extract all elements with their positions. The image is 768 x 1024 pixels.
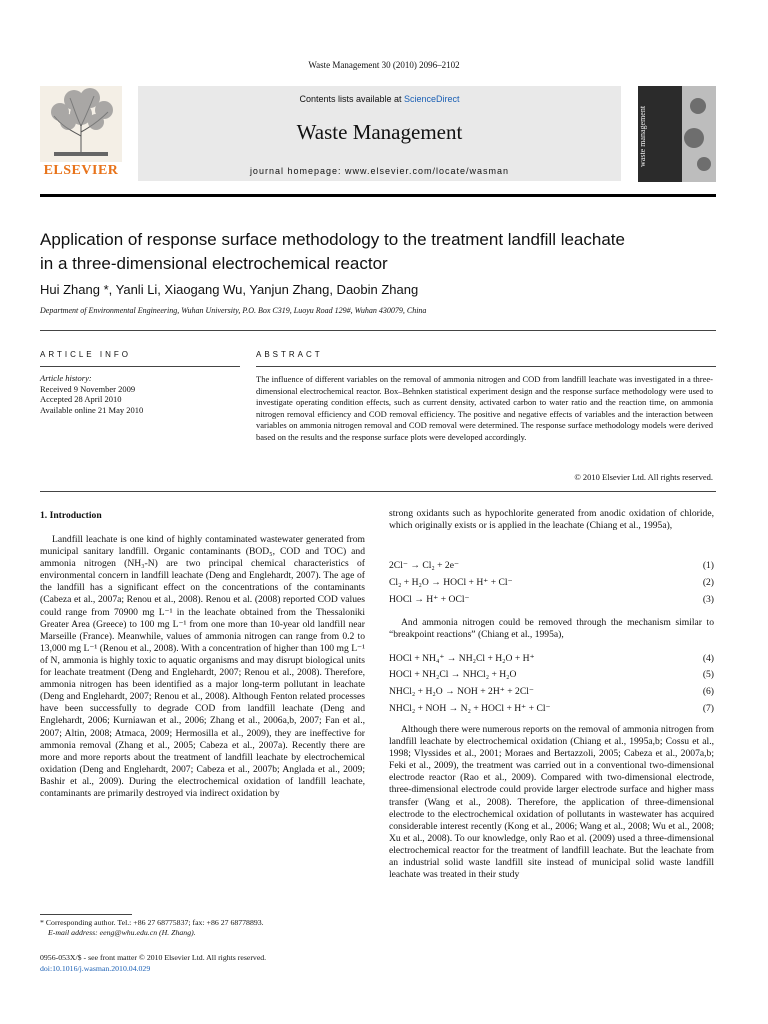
abstract-copyright: © 2010 Elsevier Ltd. All rights reserved.	[574, 472, 713, 482]
journal-reference: Waste Management 30 (2010) 2096–2102	[308, 60, 460, 70]
equation-number: (4)	[702, 653, 714, 664]
journal-title: Waste Management	[296, 120, 463, 144]
article-info-rule	[40, 366, 240, 367]
equation-expression: 2Cl⁻ → Cl₂ + 2e⁻	[389, 560, 460, 571]
author-email[interactable]: E-mail address: eeng@whu.edu.cn (H. Zhang).	[48, 928, 196, 937]
title-rule	[40, 330, 716, 331]
equation-expression: NHCl₂ + H₂O → NOH + 2H⁺ + 2Cl⁻	[389, 686, 534, 697]
equation-number: (7)	[702, 703, 714, 714]
right-paragraph-3: Although there were numerous reports on the removal of ammonia nitrogen from landfill leachate by electrochemical oxidation (Chiang et al., 1995a,b; Cossu et al., 1998; Vlyssides et al., 2001; Moraes and Bertazzoli, 2005; Cabeza et al., 2007a,b; Feki et al., 2009), the treatment was carried out in a conventional two-dimensional electrode reactor (Rao et al., 2009). Compared with two-dimensional electrode, three-dimensional electrode could provide larger electrode surface and higher mass transfer (Wang et al., 2008). Therefore, the application of three-dimensional electrode to the electrochemical oxidation of pollutants in wastewater has acquired considerable interest recently (Kong et al., 2006; Wang et al., 2008; Wu et al., 2008; Xu et al., 2008). To our knowledge, only Rao et al. (2009) used a three-dimensional electrochemical reactor for the treatment of landfill leachate. But the leachate from an industrial solid waste landfill site instead of municipal solid waste landfill leachate was treated in their study	[389, 724, 714, 881]
elsevier-wordmark: ELSEVIER	[43, 163, 119, 178]
equation-expression: NHCl₂ + NOH → N₂ + HOCl + H⁺ + Cl⁻	[389, 703, 551, 714]
article-history	[40, 373, 240, 415]
footnote	[40, 918, 360, 938]
equation-expression: HOCl + NH₂Cl → NHCl₂ + H₂O	[389, 669, 517, 680]
equation-expression: HOCl + NH₄⁺ → NH₂Cl + H₂O + H⁺	[389, 653, 535, 664]
footnote-rule	[40, 914, 132, 915]
article-title-line-2: in a three-dimensional electrochemical reactor	[40, 254, 388, 273]
right-paragraph-1: strong oxidants such as hypochlorite generated from anodic oxidation of chloride, which originally exists or is applied in the leachate (Chiang et al., 1995a),	[389, 508, 714, 532]
online-date: Available online 21 May 2010	[40, 404, 144, 415]
equation-number: (5)	[702, 669, 714, 680]
doi-link[interactable]: doi:10.1016/j.wasman.2010.04.029	[40, 964, 151, 973]
introduction-paragraph: Landfill leachate is one kind of highly contaminated wastewater generated from municipal sanitary landfill. Organic contaminants (BOD₅, COD and TOC) and ammonia nitrogen (NH₃-N) are two principal chemical characteristics of environmental concern in landfill leachate (Deng and Englehardt, 2007). The age of the landfill has a significant effect on the concentrations of the contaminants (Cabeza et al., 2007a; Renou et al., 2008). Renou et al. (2008) reported COD values could range from 70900 mg L⁻¹ in the leachate obtained from the Thessaloniki Greater Area (Greece) to 100 mg L⁻¹ from one more than 10-year old landfill near Marseille (France). Meanwhile, values of ammonia nitrogen can range from 0.2 to 13,000 mg L⁻¹ (Renou et al., 2008). With a concentration of higher than 100 mg L⁻¹ of N, ammonia is highly toxic to aquatic organisms and may disrupt biological units for leachate treatment (Deng and Englehardt, 2007; Renou et al., 2008). Therefore, ammonia nitrogen has been identified as a major long-term pollutant in leachate (Deng and Englehardt, 2007; Renou et al., 2008). Although Fenton related processes have been successfully to degrade COD from landfill leachate (Deng and Englehardt, 2006; Kurniawan et al., 2006; Zhang et al., 2006a,b, 2007; Fan et al., 2007; Altin, 2008; Atmaca, 2009; Hermosilla et al., 2009), they are ineffective for ammonia removal (Zhang et al., 2005; Cabeza et al., 2007a). Recently there are more and more reports about the treatment of landfill leachate by electrochemical oxidation (Deng and Englehardt, 2007; Cabeza et al., 2007b; Anglada et al., 2009; Bashir et al., 2009). During the electrochemical oxidation of landfill leachate, contaminants are primarily destroyed via indirect oxidation by	[40, 534, 365, 799]
abstract-heading: ABSTRACT	[256, 350, 323, 359]
cover-title: waste management	[638, 105, 647, 167]
equation-number: (1)	[702, 560, 714, 571]
journal-homepage[interactable]: journal homepage: www.elsevier.com/locate/wasman	[249, 166, 510, 176]
history-label: Article history:	[40, 373, 92, 383]
journal-cover-image	[638, 86, 716, 182]
sciencedirect-link[interactable]: ScienceDirect	[404, 94, 460, 104]
front-matter	[40, 952, 380, 974]
header-rule	[40, 194, 716, 197]
accepted-date: Accepted 28 April 2010	[40, 394, 122, 404]
abstract-bottom-rule	[40, 491, 716, 492]
introduction-heading: 1. Introduction	[40, 510, 102, 521]
equation-number: (2)	[702, 577, 714, 588]
article-title-line-1: Application of response surface methodology to the treatment landfill leachate	[40, 230, 625, 249]
right-paragraph-2: And ammonia nitrogen could be removed through the mechanism similar to “breakpoint reactions” (Chiang et al., 1995a),	[389, 617, 714, 641]
contents-line	[138, 94, 621, 104]
equation-expression: HOCl → H⁺ + OCl⁻	[389, 594, 470, 605]
issn-line: 0956-053X/$ - see front matter © 2010 Elsevier Ltd. All rights reserved.	[40, 953, 267, 962]
equation-number: (6)	[702, 686, 714, 697]
corresponding-author-note: * Corresponding author. Tel.: +86 27 68775837; fax: +86 27 68778893.	[40, 918, 264, 927]
article-title	[40, 228, 730, 276]
authors: Hui Zhang *, Yanli Li, Xiaogang Wu, Yanjun Zhang, Daobin Zhang	[40, 282, 419, 297]
affiliation: Department of Environmental Engineering, Wuhan University, P.O. Box C319, Luoyu Road 129#, Wuhan 430079, China	[40, 306, 427, 315]
abstract-rule	[256, 366, 716, 367]
received-date: Received 9 November 2009	[40, 383, 136, 394]
article-info-heading: ARTICLE INFO	[40, 350, 131, 359]
equation-expression: Cl₂ + H₂O → HOCl + H⁺ + Cl⁻	[389, 577, 513, 588]
equation-number: (3)	[702, 594, 714, 605]
contents-prefix: Contents lists available at	[299, 94, 405, 104]
abstract-text: The influence of different variables on the removal of ammonia nitrogen and COD from landfill leachate was investigated in a three-dimensional electrochemical reactor. Box–Behnken statistical experiment design and the response surface methodology were used to investigate operating condition effects, such as current density, activated carbon to water ratio and the reaction time, on ammonia nitrogen removal efficiency and COD removal efficiency. The positive and negative effects of variables and the interaction between variables on ammonia nitrogen removal and COD removal were determined. The response surface methodology models were derived based on the results and the response surface plots were developed accordingly.	[256, 374, 713, 442]
